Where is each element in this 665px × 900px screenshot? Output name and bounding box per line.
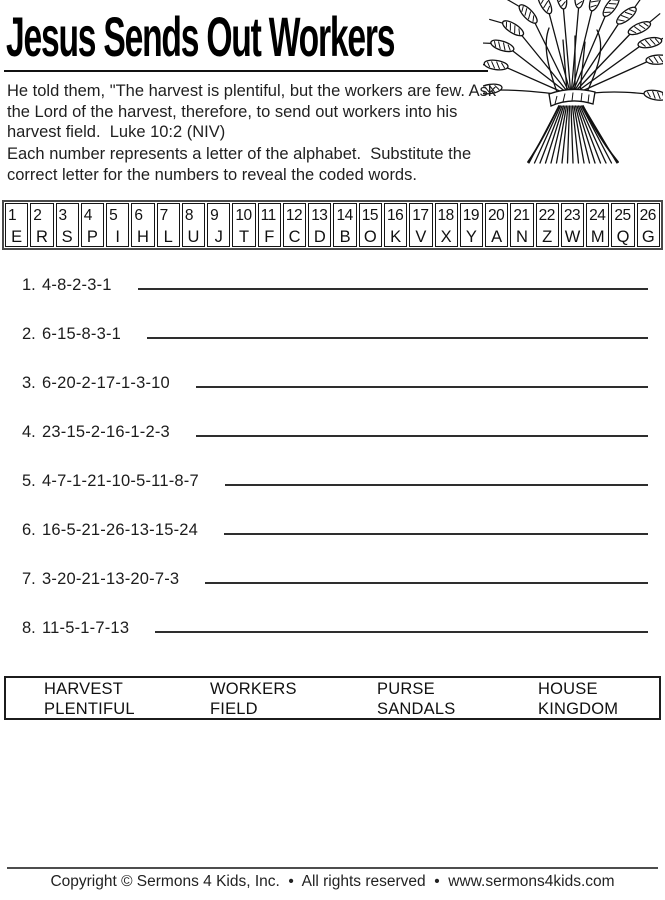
word-bank-item: FIELD bbox=[210, 700, 258, 718]
decoder-cell bbox=[56, 203, 79, 247]
decoder-number: 25 bbox=[614, 207, 631, 224]
decoder-number: 9 bbox=[210, 207, 219, 224]
puzzle-code: 23-15-2-16-1-2-3 bbox=[42, 423, 170, 441]
decoder-number: 21 bbox=[513, 207, 530, 224]
decoder-cell bbox=[81, 203, 104, 247]
verse-line: harvest field. Luke 10:2 (NIV) bbox=[7, 123, 226, 141]
decoder-cell bbox=[207, 203, 230, 247]
decoder-letter: F bbox=[264, 228, 275, 246]
title-divider bbox=[4, 70, 488, 72]
decoder-cell bbox=[131, 203, 154, 247]
puzzle-number: 5. bbox=[22, 472, 36, 490]
decoder-letter: X bbox=[440, 228, 452, 246]
decoder-number: 6 bbox=[134, 207, 143, 224]
decoder-letter: W bbox=[564, 228, 581, 246]
decoder-cell bbox=[5, 203, 28, 247]
decoder-cell bbox=[384, 203, 407, 247]
decoder-letter: J bbox=[214, 228, 223, 246]
puzzle-number: 3. bbox=[22, 374, 36, 392]
answer-line bbox=[224, 533, 648, 535]
decoder-letter: B bbox=[339, 228, 351, 246]
decoder-number: 1 bbox=[8, 207, 17, 224]
decoder-number: 19 bbox=[462, 207, 480, 224]
puzzle-list bbox=[0, 262, 665, 654]
puzzle-number: 1. bbox=[22, 276, 36, 294]
puzzle-number: 8. bbox=[22, 619, 36, 637]
puzzle-row bbox=[0, 409, 665, 458]
decoder-cell bbox=[435, 203, 458, 247]
decoder-number: 10 bbox=[235, 207, 252, 224]
decoder-cell bbox=[106, 203, 129, 247]
decoder-letter: C bbox=[288, 228, 301, 246]
decoder-number: 16 bbox=[386, 207, 404, 224]
decoder-number: 26 bbox=[639, 207, 656, 224]
decoder-number: 5 bbox=[109, 207, 118, 224]
word-bank-item: WORKERS bbox=[210, 680, 297, 698]
decoder-number: 17 bbox=[412, 207, 429, 224]
decoder-cell bbox=[536, 203, 559, 247]
puzzle-row bbox=[0, 507, 665, 556]
decoder-cell bbox=[258, 203, 281, 247]
decoder-cell bbox=[308, 203, 331, 247]
puzzle-number: 7. bbox=[22, 570, 36, 588]
decoder-number: 22 bbox=[538, 207, 555, 224]
puzzle-code: 6-15-8-3-1 bbox=[42, 325, 122, 343]
puzzle-code: 6-20-2-17-1-3-10 bbox=[42, 374, 170, 392]
puzzle-code: 16-5-21-26-13-15-24 bbox=[42, 521, 199, 539]
decoder-number: 8 bbox=[184, 207, 193, 224]
instructions-line: correct letter for the numbers to reveal the coded words. bbox=[7, 165, 417, 184]
decoder-letter: E bbox=[11, 228, 23, 246]
decoder-cell bbox=[637, 203, 660, 247]
decoder-cell bbox=[283, 203, 306, 247]
decoder-number: 14 bbox=[336, 207, 353, 224]
decoder-cell bbox=[232, 203, 255, 247]
puzzle-code: 3-20-21-13-20-7-3 bbox=[42, 570, 180, 588]
decoder-letter: I bbox=[115, 228, 120, 246]
puzzle-row bbox=[0, 311, 665, 360]
decoder-number: 7 bbox=[159, 207, 168, 224]
decoder-number: 13 bbox=[311, 207, 328, 224]
decoder-letter: K bbox=[390, 228, 402, 246]
decoder-cell bbox=[561, 203, 584, 247]
word-bank bbox=[4, 676, 661, 720]
decoder-number: 24 bbox=[589, 207, 606, 224]
decoder-letter: N bbox=[515, 228, 528, 246]
decoder-number: 11 bbox=[260, 207, 276, 224]
decoder-letter: G bbox=[641, 228, 655, 246]
puzzle-code: 4-7-1-21-10-5-11-8-7 bbox=[42, 472, 199, 490]
decoder-letter: Q bbox=[616, 228, 630, 246]
decoder-letter: V bbox=[415, 228, 427, 246]
decoder-letter: H bbox=[137, 228, 149, 246]
word-bank-item: KINGDOM bbox=[538, 700, 619, 718]
decoder-letter: L bbox=[163, 228, 173, 246]
puzzle-number: 2. bbox=[22, 325, 36, 343]
puzzle-code: 11-5-1-7-13 bbox=[42, 619, 130, 637]
answer-line bbox=[225, 484, 648, 486]
word-bank-item: HARVEST bbox=[44, 680, 124, 698]
wheat-sheaf-icon bbox=[483, 0, 663, 170]
puzzle-row bbox=[0, 605, 665, 654]
footer-divider bbox=[7, 867, 658, 869]
decoder-cell bbox=[510, 203, 533, 247]
decoder-letter: M bbox=[590, 228, 605, 246]
decoder-letter: Z bbox=[542, 228, 553, 246]
puzzle-row bbox=[0, 360, 665, 409]
puzzle-number: 4. bbox=[22, 423, 36, 441]
decoder-cell bbox=[586, 203, 609, 247]
decoder-cell bbox=[409, 203, 432, 247]
decoder-letter: U bbox=[187, 228, 200, 246]
answer-line bbox=[205, 582, 648, 584]
answer-line bbox=[196, 386, 648, 388]
puzzle-code: 4-8-2-3-1 bbox=[42, 276, 112, 294]
decoder-letter: A bbox=[491, 228, 503, 246]
decoder-number: 4 bbox=[83, 207, 92, 224]
decoder-cell bbox=[333, 203, 356, 247]
copyright-text: Copyright © Sermons 4 Kids, Inc. • All rights reserved • www.sermons4kids.com bbox=[50, 873, 615, 890]
decoder-number: 2 bbox=[33, 207, 42, 224]
verse-line: He told them, "The harvest is plentiful, but the workers are few. Ask bbox=[7, 82, 497, 100]
word-bank-item: PURSE bbox=[377, 680, 435, 698]
instructions-line: Each number represents a letter of the alphabet. Substitute the bbox=[7, 145, 472, 163]
decoder-number: 3 bbox=[58, 207, 67, 224]
puzzle-number: 6. bbox=[22, 521, 36, 539]
decoder-cell bbox=[157, 203, 180, 247]
answer-line bbox=[196, 435, 648, 437]
word-bank-item: SANDALS bbox=[377, 700, 456, 718]
decoder-number: 15 bbox=[361, 207, 378, 224]
decoder-number: 20 bbox=[488, 207, 505, 224]
bible-verse bbox=[7, 81, 496, 143]
decoder-key-table bbox=[2, 200, 663, 250]
decoder-number: 23 bbox=[563, 207, 581, 224]
decoder-cell bbox=[182, 203, 205, 247]
decoder-letter: T bbox=[238, 228, 250, 246]
verse-line: the Lord of the harvest, therefore, to send out workers into his bbox=[7, 102, 458, 121]
puzzle-row bbox=[0, 262, 665, 311]
puzzle-row bbox=[0, 556, 665, 605]
decoder-cell bbox=[611, 203, 634, 247]
puzzle-row bbox=[0, 458, 665, 507]
decoder-cell bbox=[30, 203, 53, 247]
decoder-number: 12 bbox=[285, 207, 303, 224]
decoder-letter: Y bbox=[465, 228, 477, 246]
decoder-letter: R bbox=[35, 228, 48, 246]
decoder-cell bbox=[485, 203, 508, 247]
decoder-letter: D bbox=[313, 228, 326, 246]
answer-line bbox=[147, 337, 648, 339]
answer-line bbox=[138, 288, 648, 290]
word-bank-item: PLENTIFUL bbox=[44, 700, 135, 718]
decoder-letter: O bbox=[363, 228, 377, 246]
decoder-letter: S bbox=[61, 228, 73, 246]
decoder-number: 18 bbox=[437, 207, 454, 224]
decoder-letter: P bbox=[86, 228, 98, 246]
decoder-cell bbox=[359, 203, 382, 247]
word-bank-item: HOUSE bbox=[538, 680, 598, 698]
decoder-cell bbox=[460, 203, 483, 247]
instructions-text bbox=[7, 144, 471, 185]
page-title: Jesus Sends Out Workers bbox=[6, 5, 395, 68]
answer-line bbox=[155, 631, 648, 633]
